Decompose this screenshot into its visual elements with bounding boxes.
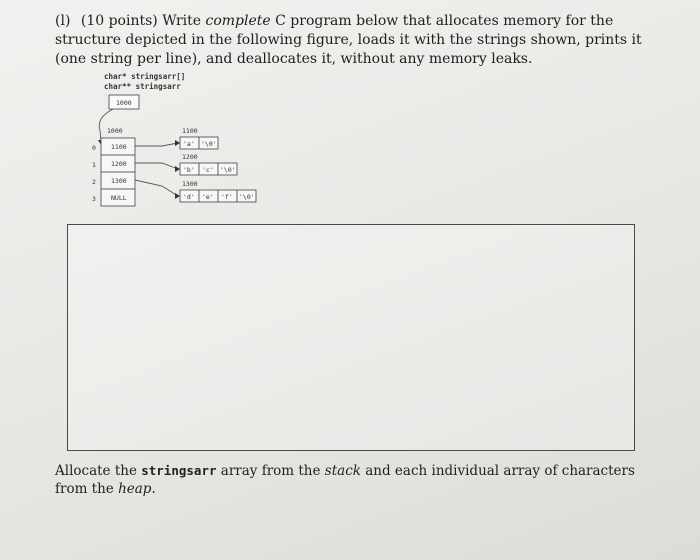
question-text-before: Write [162,13,206,29]
index-3: 3 [92,195,96,203]
note-text-1: Allocate the [55,463,142,479]
note-code: stringsarr [141,463,217,478]
arrow-head [175,140,180,146]
note-text-4: . [151,481,156,497]
string-addr-0: 1100 [182,127,198,135]
note-text-2: array from the [216,463,325,479]
answer-box[interactable] [67,224,635,451]
char-value: 'e' [202,193,214,201]
question-number: (l) [55,13,71,29]
index-2: 2 [92,178,96,186]
note-text-3: and each individual array of characters from the [55,463,635,497]
string-addr-1: 1200 [182,153,198,161]
cell-value-3: NULL [111,194,127,202]
decl-array: char* stringsarr[] [104,72,186,81]
array-addr: 1000 [107,127,123,135]
cell-arrow [135,180,178,196]
pointer-box-value: 1000 [116,99,132,107]
char-value: 'b' [183,166,195,174]
question-points: (10 points) [80,13,158,29]
index-0: 0 [92,144,96,152]
note-stack: stack [324,463,361,479]
index-1: 1 [92,161,96,169]
cell-arrow [135,163,178,169]
char-value: '\0' [220,166,236,174]
char-value: '\0' [201,140,217,148]
cell-value-0: 1100 [111,143,127,151]
string-addr-2: 1300 [182,180,198,188]
question-emphasis: complete [205,13,271,29]
char-value: 'd' [183,193,195,201]
decl-pointer: char** stringsarr [104,82,181,91]
cell-value-1: 1200 [111,160,127,168]
array-cells [101,138,135,206]
cell-arrows [135,143,178,196]
question-text-rest: C program below that allocates memory for the structure depicted in the following figure, loads it with the strings shown, prints it (one string per line), and deallocates it, without any memory leaks. [55,13,642,67]
char-value: '\0' [239,193,255,201]
arrow-head [175,193,180,199]
cell-value-2: 1300 [111,177,127,185]
char-value: 'c' [202,166,214,174]
char-value: 'f' [221,193,233,201]
note-heap: heap [118,481,152,497]
arrow-head [175,166,180,172]
cell-arrow [135,143,178,146]
char-value: 'a' [183,140,195,148]
instruction-note [55,462,655,498]
